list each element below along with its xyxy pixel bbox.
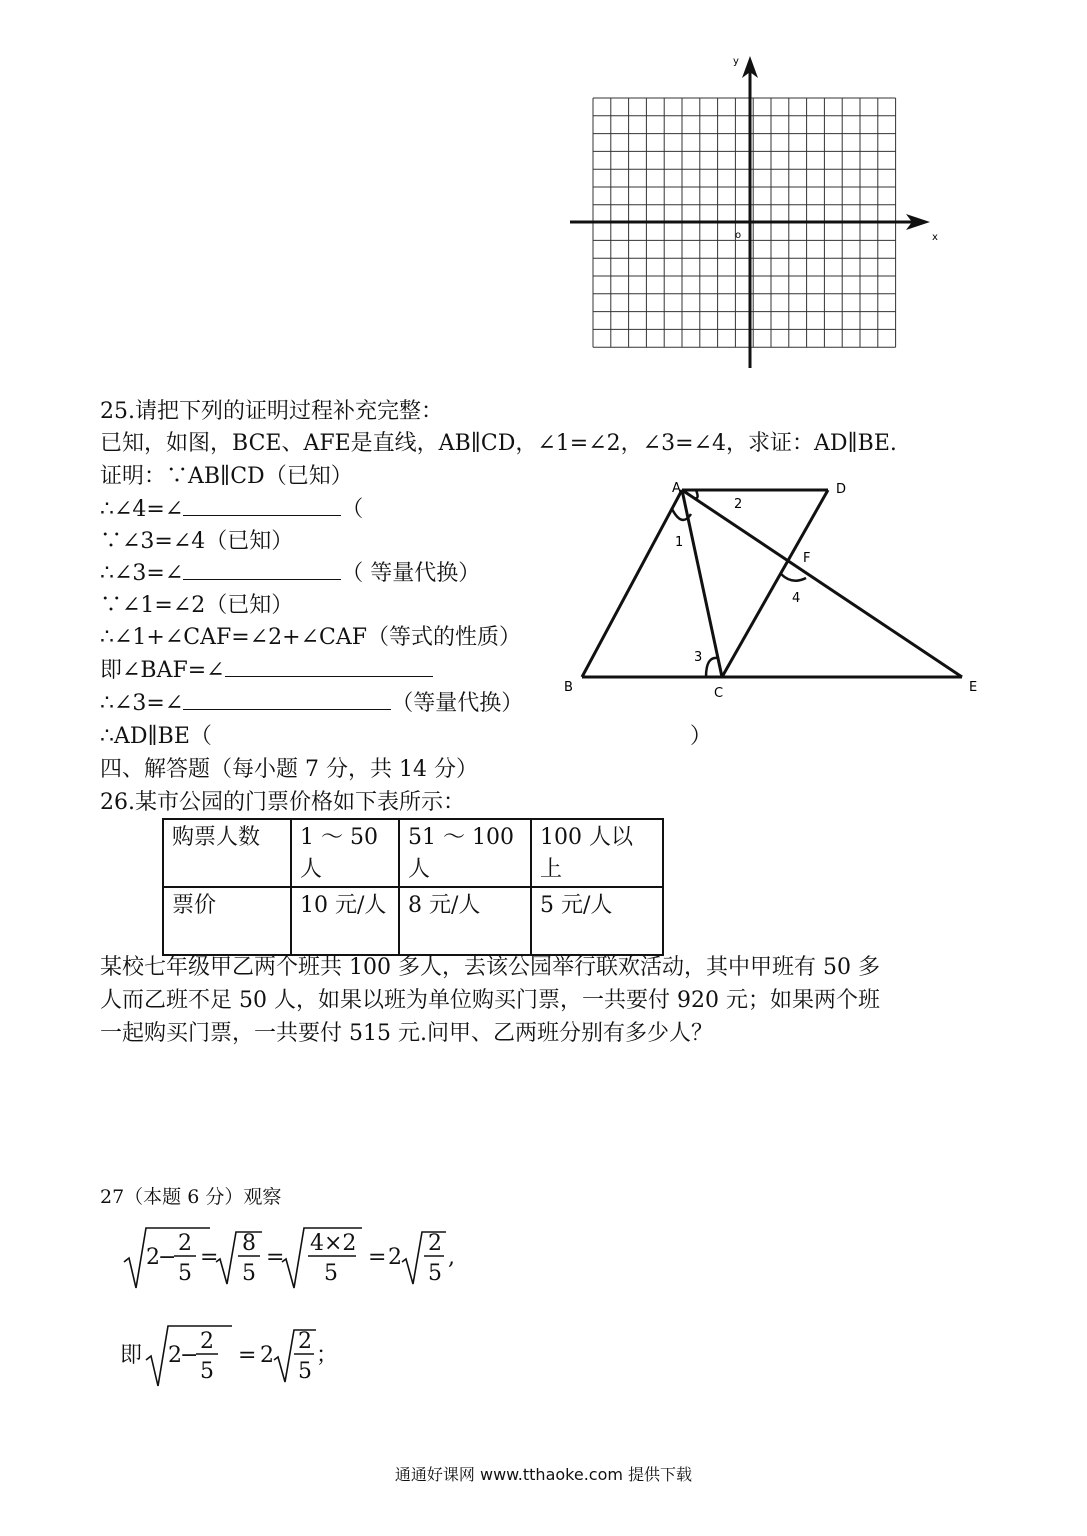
coordinate-grid [560, 50, 960, 380]
table-cell: 10 元/人 [291, 887, 399, 955]
label-a: A [672, 481, 681, 496]
eq1-equals-1: = [200, 1245, 219, 1270]
proof-step-5: ∵∠1=∠2（已知） [100, 593, 294, 618]
label-angle-2: 2 [734, 497, 743, 512]
eq1-equals-2: = [266, 1245, 285, 1270]
ticket-price-table [162, 818, 664, 956]
x-axis-label: x [932, 232, 938, 243]
label-b: B [564, 680, 573, 695]
table-cell: 5 元/人 [531, 887, 663, 955]
eq2-num-2: 2 [298, 1329, 312, 1354]
answer-blank[interactable] [225, 656, 433, 677]
q26-text-line-1: 某校七年级甲乙两个班共 100 多人，去该公园举行联欢活动，其中甲班有 50 多 [100, 955, 880, 980]
eq1-coef: 2 [388, 1245, 402, 1270]
table-cell: 1 ～ 50 人 [291, 819, 399, 887]
eq2-den-2: 5 [298, 1359, 312, 1384]
eq1-den-4: 5 [428, 1261, 442, 1286]
angle-4-arc [781, 574, 806, 581]
q25-title: 25.请把下列的证明过程补充完整： [100, 399, 443, 424]
proof-step-6: ∴∠1+∠CAF=∠2+∠CAF（等式的性质） [100, 625, 521, 650]
eq1-num-1: 2 [178, 1231, 192, 1256]
answer-blank[interactable] [183, 495, 341, 516]
q26-text-line-2: 人而乙班不足 50 人，如果以班为单位购买门票，一共要付 920 元；如果两个班 [100, 988, 880, 1013]
eq1-end: , [448, 1245, 455, 1270]
eq1-term: 2 [146, 1245, 160, 1270]
eq1-equals-3: = [368, 1245, 387, 1270]
geometry-figure [560, 470, 990, 700]
label-d: D [836, 482, 847, 497]
origin-label: o [735, 230, 742, 241]
table-row [163, 819, 663, 887]
eq1-den-1: 5 [178, 1261, 192, 1286]
page-footer: 通通好课网 www.tthaoke.com 提供下载 [394, 1465, 693, 1484]
table-cell: 票价 [163, 887, 291, 955]
equation-1 [120, 1222, 460, 1302]
eq2-den-1: 5 [200, 1359, 214, 1384]
table-cell: 购票人数 [163, 819, 291, 887]
y-axis-label: y [733, 56, 739, 67]
eq2-term: 2 [168, 1343, 182, 1368]
eq1-minus: − [158, 1245, 177, 1270]
answer-blank[interactable] [183, 689, 391, 710]
proof-step-2: ∴∠4=∠ （ [100, 497, 364, 522]
eq2-equals: = [238, 1343, 257, 1368]
label-angle-4: 4 [792, 591, 801, 606]
q25-given: 已知，如图，BCE、AFE是直线，AB∥CD，∠1=∠2，∠3=∠4，求证：AD∥BE. [100, 431, 897, 456]
segment-ab [582, 490, 682, 677]
q26-text-line-3: 一起购买门票，一共要付 515 元.问甲、乙两班分别有多少人？ [100, 1021, 713, 1046]
proof-step-7: 即∠BAF=∠ [100, 655, 433, 687]
eq2-coef: 2 [260, 1343, 274, 1368]
segment-cd [722, 490, 828, 677]
eq2-end: ； [316, 1343, 339, 1368]
eq1-num-4: 2 [428, 1231, 442, 1256]
answer-blank[interactable] [183, 559, 341, 580]
label-c: C [714, 686, 724, 701]
table-cell: 100 人以上 [531, 819, 663, 887]
eq2-prefix: 即 [120, 1343, 143, 1368]
label-f: F [803, 551, 811, 566]
table-row [163, 887, 663, 955]
label-angle-1: 1 [675, 535, 684, 550]
segment-ae [682, 490, 962, 677]
eq1-num-2: 8 [242, 1231, 256, 1256]
label-angle-3: 3 [694, 650, 703, 665]
table-cell: 51 ～ 100 人 [399, 819, 531, 887]
eq1-den-2: 5 [242, 1261, 256, 1286]
q26-title: 26.某市公园的门票价格如下表所示： [100, 790, 465, 815]
proof-step-4: ∴∠3=∠ （ 等量代换） [100, 561, 481, 586]
proof-step-9: ∴AD∥BE（ ） [100, 724, 712, 749]
eq1-num-3: 4×2 [310, 1231, 357, 1256]
equation-2 [120, 1320, 339, 1400]
q27-title: 27（本题 6 分）观察 [100, 1186, 282, 1208]
eq1-den-3: 5 [324, 1261, 338, 1286]
proof-step-8: ∴∠3=∠ （等量代换） [100, 691, 524, 716]
angle-3-arc [706, 658, 718, 677]
eq2-minus: − [180, 1343, 199, 1368]
table-cell: 8 元/人 [399, 887, 531, 955]
proof-step-3: ∵∠3=∠4（已知） [100, 529, 294, 554]
label-e: E [969, 680, 978, 695]
proof-step-1: 证明：∵AB∥CD（已知） [100, 464, 353, 489]
eq2-num-1: 2 [200, 1329, 214, 1354]
section-heading: 四、解答题（每小题 7 分，共 14 分） [100, 757, 478, 782]
